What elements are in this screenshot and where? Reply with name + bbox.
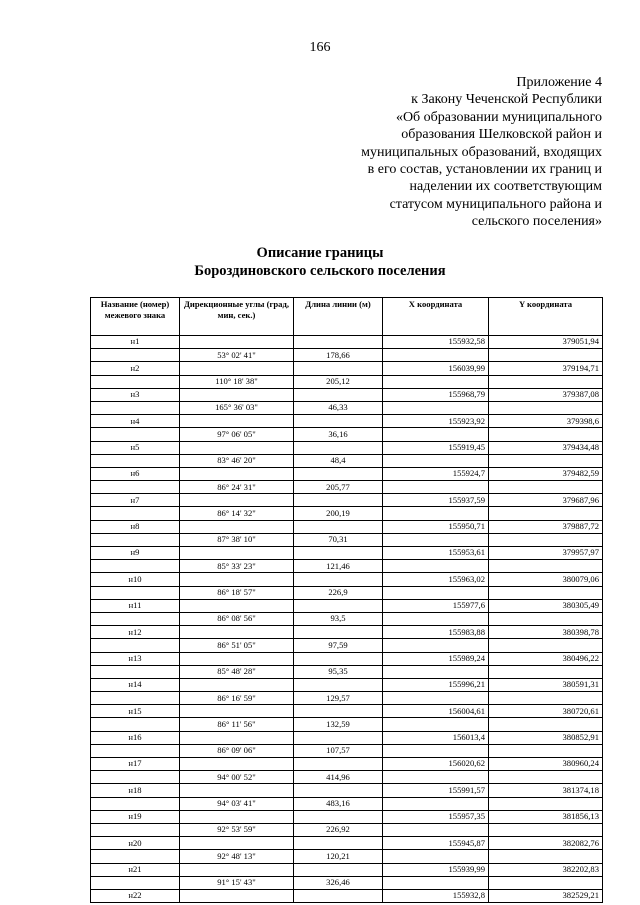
cell-marker-name: [91, 586, 180, 599]
cell-y-coordinate: [489, 797, 603, 810]
cell-direction-angle: [180, 678, 294, 691]
cell-x-coordinate: [383, 401, 489, 414]
cell-x-coordinate: 155977,6: [383, 599, 489, 612]
table-row: [91, 467, 603, 480]
cell-line-length: 97,59: [294, 639, 383, 652]
cell-direction-angle: [180, 441, 294, 454]
cell-marker-name: н14: [91, 678, 180, 691]
cell-direction-angle: 97° 06' 05": [180, 428, 294, 441]
cell-x-coordinate: [383, 481, 489, 494]
cell-line-length: 129,57: [294, 692, 383, 705]
cell-direction-angle: [180, 362, 294, 375]
cell-y-coordinate: 380305,49: [489, 599, 603, 612]
cell-y-coordinate: 379482,59: [489, 467, 603, 480]
cell-x-coordinate: 156039,99: [383, 362, 489, 375]
cell-direction-angle: [180, 599, 294, 612]
header-marker-name: Название (номер) межевого знака: [91, 298, 180, 336]
cell-x-coordinate: 156004,61: [383, 705, 489, 718]
cell-x-coordinate: [383, 454, 489, 467]
cell-line-length: 178,66: [294, 349, 383, 362]
cell-line-length: 132,59: [294, 718, 383, 731]
table-row: [91, 415, 603, 428]
cell-line-length: 121,46: [294, 560, 383, 573]
cell-line-length: 95,35: [294, 665, 383, 678]
table-row: [91, 560, 603, 573]
appendix-line: статусом муниципального района и: [389, 196, 602, 212]
title-line: Бороздиновского сельского поселения: [194, 263, 446, 279]
cell-x-coordinate: 155963,02: [383, 573, 489, 586]
cell-y-coordinate: [489, 771, 603, 784]
cell-direction-angle: [180, 705, 294, 718]
cell-line-length: [294, 758, 383, 771]
table-row: [91, 612, 603, 625]
cell-x-coordinate: [383, 850, 489, 863]
cell-marker-name: н12: [91, 626, 180, 639]
cell-direction-angle: 86° 16' 59": [180, 692, 294, 705]
table-row: [91, 863, 603, 876]
table-row: [91, 375, 603, 388]
table-row: [91, 454, 603, 467]
table-row: [91, 652, 603, 665]
table-row: [91, 850, 603, 863]
cell-direction-angle: 94° 03' 41": [180, 797, 294, 810]
cell-direction-angle: 110° 18' 38": [180, 375, 294, 388]
table-row: [91, 428, 603, 441]
cell-line-length: [294, 652, 383, 665]
cell-direction-angle: 86° 51' 05": [180, 639, 294, 652]
table-row: [91, 876, 603, 889]
cell-line-length: 226,92: [294, 823, 383, 836]
cell-y-coordinate: 380079,06: [489, 573, 603, 586]
cell-line-length: 46,33: [294, 401, 383, 414]
cell-y-coordinate: 382529,21: [489, 889, 603, 902]
cell-y-coordinate: [489, 850, 603, 863]
table-row: [91, 758, 603, 771]
cell-direction-angle: [180, 520, 294, 533]
cell-marker-name: [91, 744, 180, 757]
cell-marker-name: [91, 454, 180, 467]
cell-marker-name: н15: [91, 705, 180, 718]
cell-direction-angle: 92° 48' 13": [180, 850, 294, 863]
cell-y-coordinate: 382202,83: [489, 863, 603, 876]
cell-y-coordinate: 379387,08: [489, 388, 603, 401]
table-row: [91, 771, 603, 784]
cell-direction-angle: [180, 758, 294, 771]
cell-line-length: [294, 573, 383, 586]
table-row: [91, 362, 603, 375]
table-row: [91, 401, 603, 414]
cell-y-coordinate: 380398,78: [489, 626, 603, 639]
appendix-line: наделении их соответствующим: [409, 179, 602, 195]
appendix-line: муниципальных образований, входящих: [361, 144, 602, 160]
cell-line-length: 93,5: [294, 612, 383, 625]
cell-marker-name: [91, 850, 180, 863]
cell-x-coordinate: 155953,61: [383, 547, 489, 560]
cell-line-length: 414,96: [294, 771, 383, 784]
appendix-line: образования Шелковской район и: [401, 127, 602, 143]
cell-x-coordinate: 155919,45: [383, 441, 489, 454]
cell-marker-name: н17: [91, 758, 180, 771]
cell-y-coordinate: [489, 718, 603, 731]
cell-marker-name: н1: [91, 336, 180, 349]
cell-y-coordinate: 379398,6: [489, 415, 603, 428]
cell-line-length: [294, 599, 383, 612]
cell-x-coordinate: [383, 560, 489, 573]
table-row: [91, 520, 603, 533]
cell-line-length: [294, 547, 383, 560]
cell-marker-name: [91, 639, 180, 652]
cell-direction-angle: 165° 36' 03": [180, 401, 294, 414]
cell-direction-angle: 86° 11' 56": [180, 718, 294, 731]
cell-x-coordinate: [383, 823, 489, 836]
cell-x-coordinate: 156020,62: [383, 758, 489, 771]
cell-direction-angle: [180, 336, 294, 349]
cell-marker-name: н19: [91, 810, 180, 823]
cell-marker-name: [91, 349, 180, 362]
cell-line-length: 226,9: [294, 586, 383, 599]
cell-x-coordinate: 155945,87: [383, 837, 489, 850]
cell-x-coordinate: [383, 771, 489, 784]
cell-marker-name: н2: [91, 362, 180, 375]
cell-marker-name: [91, 771, 180, 784]
cell-direction-angle: [180, 547, 294, 560]
table-row: [91, 810, 603, 823]
cell-direction-angle: [180, 652, 294, 665]
cell-marker-name: н22: [91, 889, 180, 902]
cell-y-coordinate: [489, 401, 603, 414]
cell-x-coordinate: [383, 744, 489, 757]
table-row: [91, 349, 603, 362]
table-row: [91, 388, 603, 401]
cell-y-coordinate: [489, 481, 603, 494]
cell-marker-name: [91, 797, 180, 810]
cell-marker-name: [91, 612, 180, 625]
table-row: [91, 889, 603, 902]
cell-marker-name: н21: [91, 863, 180, 876]
cell-direction-angle: [180, 626, 294, 639]
cell-line-length: [294, 520, 383, 533]
cell-line-length: [294, 731, 383, 744]
cell-x-coordinate: 155950,71: [383, 520, 489, 533]
cell-y-coordinate: 379051,94: [489, 336, 603, 349]
cell-line-length: 483,16: [294, 797, 383, 810]
cell-direction-angle: [180, 784, 294, 797]
cell-y-coordinate: [489, 507, 603, 520]
table-row: [91, 797, 603, 810]
cell-y-coordinate: [489, 560, 603, 573]
cell-direction-angle: 85° 48' 28": [180, 665, 294, 678]
cell-y-coordinate: [489, 639, 603, 652]
cell-x-coordinate: 155932,8: [383, 889, 489, 902]
table-row: [91, 731, 603, 744]
cell-x-coordinate: 155937,59: [383, 494, 489, 507]
cell-y-coordinate: 381374,18: [489, 784, 603, 797]
cell-line-length: [294, 626, 383, 639]
cell-marker-name: [91, 507, 180, 520]
cell-direction-angle: 86° 08' 56": [180, 612, 294, 625]
cell-direction-angle: 83° 46' 20": [180, 454, 294, 467]
table-row: [91, 718, 603, 731]
cell-marker-name: н18: [91, 784, 180, 797]
cell-marker-name: н10: [91, 573, 180, 586]
cell-marker-name: [91, 533, 180, 546]
document-title: [0, 244, 640, 280]
cell-x-coordinate: 155991,57: [383, 784, 489, 797]
cell-x-coordinate: [383, 586, 489, 599]
cell-x-coordinate: 155968,79: [383, 388, 489, 401]
appendix-line: сельского поселения»: [471, 214, 602, 230]
cell-marker-name: [91, 428, 180, 441]
cell-line-length: [294, 784, 383, 797]
appendix-line: «Об образовании муниципального: [395, 109, 602, 125]
table-row: [91, 494, 603, 507]
table-row: [91, 507, 603, 520]
cell-x-coordinate: 156013,4: [383, 731, 489, 744]
cell-y-coordinate: 380960,24: [489, 758, 603, 771]
table-row: [91, 744, 603, 757]
cell-direction-angle: [180, 889, 294, 902]
table-row: [91, 481, 603, 494]
cell-y-coordinate: [489, 533, 603, 546]
cell-line-length: [294, 889, 383, 902]
cell-line-length: 200,19: [294, 507, 383, 520]
table-row: [91, 678, 603, 691]
cell-direction-angle: 85° 33' 23": [180, 560, 294, 573]
cell-y-coordinate: [489, 428, 603, 441]
cell-y-coordinate: 380720,61: [489, 705, 603, 718]
cell-direction-angle: [180, 415, 294, 428]
cell-x-coordinate: [383, 375, 489, 388]
appendix-line: к Закону Чеченской Республики: [411, 92, 602, 108]
cell-direction-angle: 94° 00' 52": [180, 771, 294, 784]
cell-y-coordinate: 381856,13: [489, 810, 603, 823]
table-row: [91, 599, 603, 612]
cell-x-coordinate: [383, 692, 489, 705]
cell-x-coordinate: [383, 349, 489, 362]
cell-marker-name: [91, 401, 180, 414]
cell-y-coordinate: [489, 612, 603, 625]
cell-y-coordinate: [489, 876, 603, 889]
cell-line-length: 48,4: [294, 454, 383, 467]
cell-line-length: [294, 336, 383, 349]
cell-line-length: [294, 441, 383, 454]
cell-direction-angle: 91° 15' 43": [180, 876, 294, 889]
cell-y-coordinate: [489, 823, 603, 836]
header-x-coordinate: X координата: [383, 298, 489, 336]
cell-line-length: 120,21: [294, 850, 383, 863]
appendix-line: Приложение 4: [516, 75, 602, 90]
cell-marker-name: н20: [91, 837, 180, 850]
cell-line-length: [294, 863, 383, 876]
boundary-table: [90, 297, 603, 903]
cell-line-length: 205,77: [294, 481, 383, 494]
table-row: [91, 586, 603, 599]
cell-x-coordinate: [383, 428, 489, 441]
cell-marker-name: [91, 692, 180, 705]
table-row: [91, 441, 603, 454]
table-row: [91, 639, 603, 652]
cell-line-length: [294, 705, 383, 718]
cell-y-coordinate: 380496,22: [489, 652, 603, 665]
cell-marker-name: [91, 665, 180, 678]
cell-line-length: [294, 467, 383, 480]
cell-y-coordinate: 379887,72: [489, 520, 603, 533]
cell-line-length: 36,16: [294, 428, 383, 441]
cell-marker-name: н13: [91, 652, 180, 665]
title-line: Описание границы: [256, 245, 384, 261]
cell-line-length: [294, 494, 383, 507]
cell-direction-angle: [180, 573, 294, 586]
cell-y-coordinate: [489, 454, 603, 467]
cell-y-coordinate: 379434,48: [489, 441, 603, 454]
cell-line-length: 326,46: [294, 876, 383, 889]
cell-line-length: [294, 837, 383, 850]
cell-y-coordinate: [489, 586, 603, 599]
cell-line-length: [294, 415, 383, 428]
table-row: [91, 336, 603, 349]
page-number: 166: [309, 40, 331, 55]
header-line-length: Длина линии (м): [294, 298, 383, 336]
cell-line-length: [294, 678, 383, 691]
cell-y-coordinate: [489, 744, 603, 757]
cell-marker-name: [91, 718, 180, 731]
table-row: [91, 626, 603, 639]
table-header-row: [91, 298, 603, 336]
cell-marker-name: н5: [91, 441, 180, 454]
cell-x-coordinate: [383, 612, 489, 625]
table-row: [91, 547, 603, 560]
cell-direction-angle: [180, 810, 294, 823]
header-direction-angle: Дирекционные углы (град, мин, сек.): [180, 298, 294, 336]
cell-y-coordinate: 380591,31: [489, 678, 603, 691]
cell-x-coordinate: [383, 718, 489, 731]
cell-line-length: [294, 810, 383, 823]
cell-line-length: [294, 388, 383, 401]
cell-marker-name: н3: [91, 388, 180, 401]
cell-direction-angle: 86° 24' 31": [180, 481, 294, 494]
cell-marker-name: н8: [91, 520, 180, 533]
cell-direction-angle: 87° 38' 10": [180, 533, 294, 546]
cell-x-coordinate: 155932,58: [383, 336, 489, 349]
table-row: [91, 705, 603, 718]
cell-direction-angle: [180, 837, 294, 850]
cell-direction-angle: [180, 863, 294, 876]
cell-y-coordinate: 379957,97: [489, 547, 603, 560]
cell-direction-angle: [180, 467, 294, 480]
cell-x-coordinate: [383, 876, 489, 889]
table-row: [91, 823, 603, 836]
cell-line-length: 107,57: [294, 744, 383, 757]
table-row: [91, 533, 603, 546]
cell-x-coordinate: 155957,35: [383, 810, 489, 823]
cell-y-coordinate: [489, 349, 603, 362]
table-row: [91, 837, 603, 850]
table-row: [91, 665, 603, 678]
header-y-coordinate: Y координата: [489, 298, 603, 336]
cell-y-coordinate: [489, 665, 603, 678]
cell-marker-name: [91, 375, 180, 388]
cell-x-coordinate: 155923,92: [383, 415, 489, 428]
cell-marker-name: н9: [91, 547, 180, 560]
cell-marker-name: н11: [91, 599, 180, 612]
cell-direction-angle: 86° 14' 32": [180, 507, 294, 520]
table-body: [91, 336, 603, 903]
cell-line-length: [294, 362, 383, 375]
cell-direction-angle: 92° 53' 59": [180, 823, 294, 836]
cell-y-coordinate: 379194,71: [489, 362, 603, 375]
cell-direction-angle: [180, 731, 294, 744]
cell-y-coordinate: [489, 692, 603, 705]
cell-line-length: 70,31: [294, 533, 383, 546]
table-row: [91, 573, 603, 586]
cell-y-coordinate: 380852,91: [489, 731, 603, 744]
cell-line-length: 205,12: [294, 375, 383, 388]
cell-x-coordinate: [383, 507, 489, 520]
cell-x-coordinate: [383, 533, 489, 546]
appendix-block: [272, 74, 602, 231]
cell-x-coordinate: [383, 797, 489, 810]
appendix-line: в его состав, установлении их границ и: [367, 162, 602, 178]
cell-y-coordinate: 382082,76: [489, 837, 603, 850]
cell-x-coordinate: 155924,7: [383, 467, 489, 480]
cell-direction-angle: 86° 18' 57": [180, 586, 294, 599]
cell-marker-name: [91, 481, 180, 494]
cell-y-coordinate: [489, 375, 603, 388]
cell-direction-angle: [180, 494, 294, 507]
cell-x-coordinate: 155996,21: [383, 678, 489, 691]
cell-marker-name: н16: [91, 731, 180, 744]
cell-x-coordinate: [383, 665, 489, 678]
cell-marker-name: [91, 823, 180, 836]
cell-marker-name: [91, 560, 180, 573]
cell-marker-name: н6: [91, 467, 180, 480]
cell-direction-angle: [180, 388, 294, 401]
cell-x-coordinate: 155989,24: [383, 652, 489, 665]
cell-y-coordinate: 379687,96: [489, 494, 603, 507]
cell-x-coordinate: [383, 639, 489, 652]
table-row: [91, 692, 603, 705]
cell-direction-angle: 86° 09' 06": [180, 744, 294, 757]
cell-direction-angle: 53° 02' 41": [180, 349, 294, 362]
cell-marker-name: н4: [91, 415, 180, 428]
cell-x-coordinate: 155983,88: [383, 626, 489, 639]
table-row: [91, 784, 603, 797]
cell-marker-name: [91, 876, 180, 889]
cell-marker-name: н7: [91, 494, 180, 507]
cell-x-coordinate: 155939,99: [383, 863, 489, 876]
